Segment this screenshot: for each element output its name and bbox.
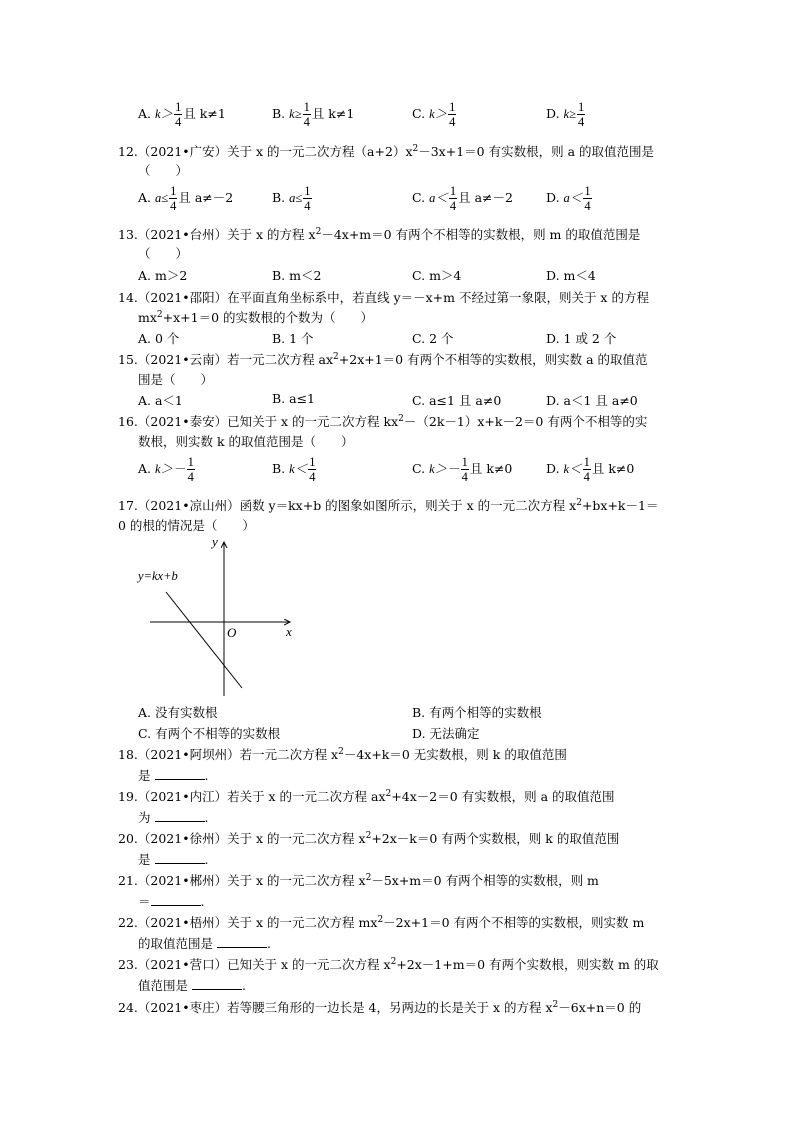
- q12-option-d: D. a＜ $\frac{1}{4}$: [546, 184, 591, 213]
- graph-line: [166, 592, 242, 688]
- q17-option-c: C. 有两个不相等的实数根: [138, 726, 281, 741]
- answer-blank[interactable]: [155, 853, 205, 864]
- q17-option-d: D. 无法确定: [412, 726, 480, 741]
- q16-stem-line1: 16.（2021•泰安）已知关于 x 的一元二次方程 $kx^2-(2k-1)x+k-2=0$ 有两个不相等的实: [118, 413, 648, 429]
- q17-stem-line1: 17.（2021•凉山州）函数 y＝kx+b 的图象如图所示，则关于 x 的一元二次方程 $x^2+bx+k-1=$: [118, 497, 659, 513]
- q17-graph: [130, 530, 305, 700]
- q15-option-a: A. a＜1: [138, 393, 183, 408]
- q12-paren: （ ）: [138, 163, 189, 178]
- q15-option-d: D. a＜1 且 a≠0: [546, 393, 638, 408]
- q14-option-d: D. 1 或 2 个: [546, 331, 617, 346]
- q14-stem-line2: $mx^2+x+1=0$ 的实数根的个数为（ ）: [138, 309, 374, 325]
- q13-stem: 13.（2021•台州）关于 x 的方程 $x^2-4x+m=0$ 有两个不相等的实数根，则 m 的取值范围是: [118, 226, 641, 242]
- q18-stem-line2: 是 .: [138, 768, 209, 783]
- q16-option-b: B. k＜ $\frac{1}{4}$: [272, 455, 316, 484]
- q23-stem-line1: 23.（2021•营口）已知关于 x 的一元二次方程 $x^2+2x-1+m=0$ 有两个实数根，则实数 m 的取: [118, 956, 659, 972]
- q23-stem-line2: 值范围是 .: [138, 978, 246, 993]
- q13-option-a: A. m＞2: [138, 268, 188, 283]
- q11-option-b: B. k≥ $\frac{1}{4}$ 且 k≠1: [272, 100, 355, 129]
- q22-stem-line2: 的取值范围是 .: [138, 936, 271, 951]
- q20-stem-line1: 20.（2021•徐州）关于 x 的一元二次方程 $x^2+2x-k=0$ 有两个实数根，则 k 的取值范围: [118, 830, 620, 846]
- q13-option-b: B. m＜2: [272, 268, 322, 283]
- q16-option-c: C. k＞－ $\frac{1}{4}$ 且 k≠0: [412, 455, 513, 484]
- q13-option-c: C. m＞4: [412, 268, 462, 283]
- q13-paren: （ ）: [138, 246, 189, 261]
- q16-option-a: A. k＞－ $\frac{1}{4}$: [138, 455, 194, 484]
- answer-blank[interactable]: [155, 811, 205, 822]
- q17-option-b: B. 有两个相等的实数根: [412, 705, 542, 720]
- q16-stem-line2: 数根，则实数 k 的取值范围是（ ）: [138, 434, 354, 449]
- x-axis-label: x: [286, 624, 292, 639]
- answer-blank[interactable]: [192, 979, 242, 990]
- q15-stem-line1: 15.（2021•云南）若一元二次方程 $ax^2+2x+1=0$ 有两个不相等的实数根，则实数 a 的取值范: [118, 351, 648, 367]
- q12-stem: 12.（2021•广安）关于 x 的一元二次方程$(a+2)x^2-3x+1=0$ 有实数根，则 a 的取值范围是: [118, 143, 654, 159]
- q17-option-a: A. 没有实数根: [138, 705, 218, 720]
- q12-option-c: C. a＜ $\frac{1}{4}$ 且 a≠－2: [412, 184, 513, 213]
- q21-stem-line1: 21.（2021•郴州）关于 x 的一元二次方程 $x^2-5x+m=0$ 有两个相等的实数根，则 m: [118, 872, 599, 888]
- q19-stem-line2: 为 .: [138, 810, 209, 825]
- q18-stem-line1: 18.（2021•阿坝州）若一元二次方程 $x^2-4x+k=0$ 无实数根，则 k 的取值范围: [118, 746, 567, 762]
- q14-option-a: A. 0 个: [138, 331, 180, 346]
- q22-stem-line1: 22.（2021•梧州）关于 x 的一元二次方程 $mx^2-2x+1=0$ 有两个不相等的实数根，则实数 m: [118, 914, 645, 930]
- answer-blank[interactable]: [155, 769, 205, 780]
- q11-option-a: A. k＞ $\frac{1}{4}$ 且 k≠1: [138, 100, 226, 129]
- origin-label: O: [227, 625, 237, 640]
- answer-blank[interactable]: [217, 937, 267, 948]
- q12-option-a: A. a≤ $\frac{1}{4}$ 且 a≠－2: [138, 184, 234, 213]
- answer-blank[interactable]: [151, 895, 201, 906]
- q12-option-b: B. a≤ $\frac{1}{4}$: [272, 184, 311, 213]
- q16-option-d: D. k＜ $\frac{1}{4}$ 且 k≠0: [546, 455, 635, 484]
- q14-option-b: B. 1 个: [272, 331, 314, 346]
- q14-option-c: C. 2 个: [412, 331, 454, 346]
- q15-stem-line2: 围是（ ）: [138, 372, 214, 387]
- q17-stem-line2: 0 的根的情况是（ ）: [118, 518, 255, 533]
- q14-stem-line1: 14.（2021•邵阳）在平面直角坐标系中，若直线 y＝－x+m 不经过第一象限，则关于 x 的方程: [118, 290, 649, 305]
- q20-stem-line2: 是 .: [138, 852, 209, 867]
- q15-option-b: B. a≤1: [272, 391, 316, 406]
- q11-option-d: D. k≥ $\frac{1}{4}$: [546, 100, 585, 129]
- y-axis-label: y: [212, 534, 218, 549]
- q19-stem-line1: 19.（2021•内江）若关于 x 的一元二次方程 $ax^2+4x-2=0$ 有实数根，则 a 的取值范围: [118, 788, 615, 804]
- q15-option-c: C. a≤1 且 a≠0: [412, 393, 502, 408]
- line-label: y=kx+b: [138, 569, 178, 583]
- q21-stem-line2: ＝ .: [138, 894, 205, 909]
- q24-stem-line1: 24.（2021•枣庄）若等腰三角形的一边长是 4，另两边的长是关于 x 的方程 $x^2-6x+n=0$ 的: [118, 999, 642, 1015]
- q11-option-c: C. k＞ $\frac{1}{4}$: [412, 100, 456, 129]
- q13-option-d: D. m＜4: [546, 268, 596, 283]
